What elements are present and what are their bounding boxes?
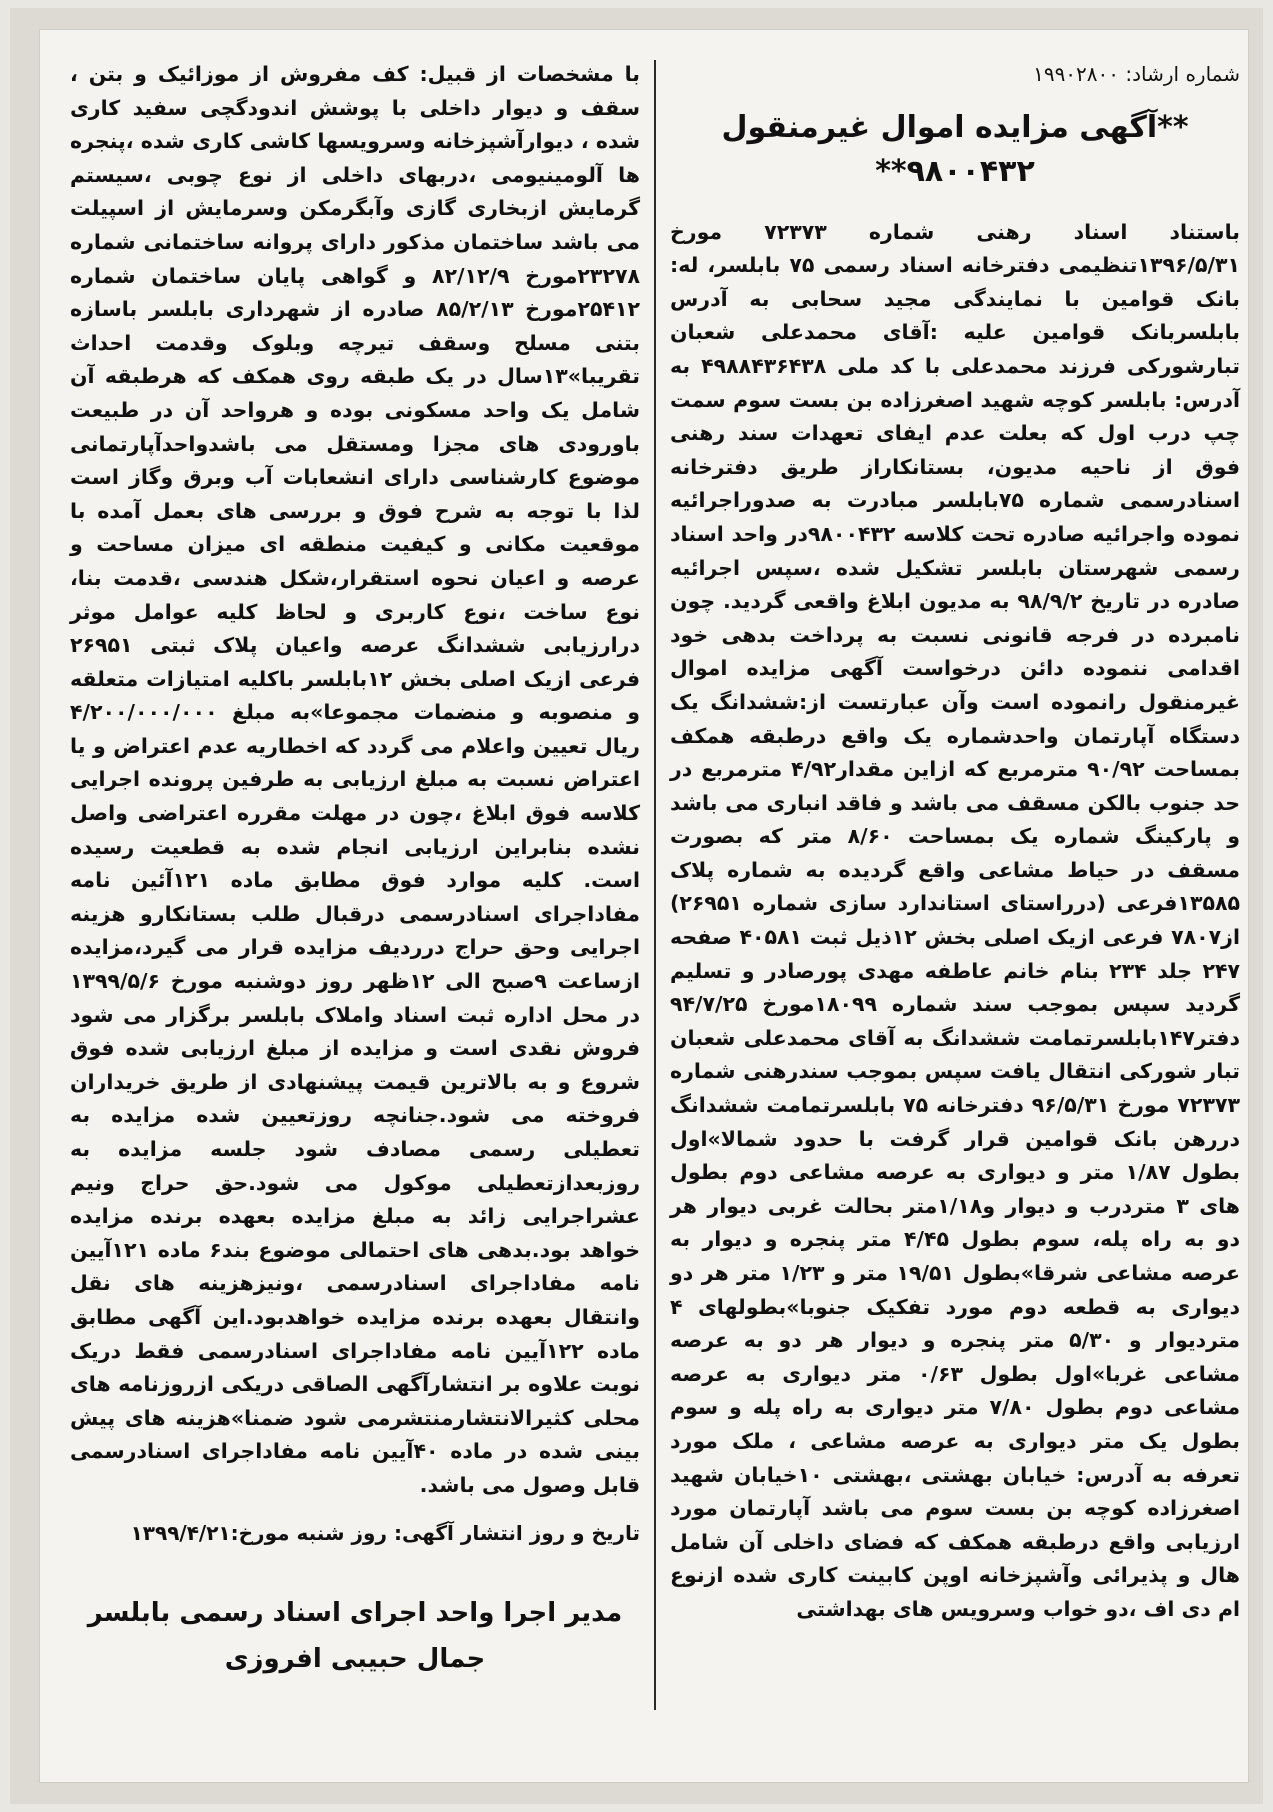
signature-name: جمال حبیبی افروزی <box>224 1644 486 1675</box>
scanned-sheet <box>10 8 1263 1804</box>
notice-title <box>670 106 1240 194</box>
newspaper-clipping <box>40 30 1248 1782</box>
case-code: ۹۸۰۰۴۳۲** <box>875 153 1035 189</box>
left-body-text: با مشخصات از قبیل: کف مفروش از موزائیک و بتن ، سقف و دیوار داخلی با پوشش اندودگچی سفید کاری شده ، دیوارآشپزخانه وسرویسها کاشی کاری شده ،پنجره ها آلومینیومی ،دربهای داخلی از نوع چوبی ،سیستم گرمایش ازبخاری گازی وآبگرمکن وسرمایش از اسپیلت می باشد ساختمان مذکور دارای پروانه ساختمانی شماره ۲۳۲۷۸مورخ ۸۲/۱۲/۹ و گواهی پایان ساختمان شماره ۲۵۴۱۲مورخ ۸۵/۲/۱۳ صادره از شهرداری بابلسر باسازه بتنی مسلح وسقف تیرچه وبلوک وقدمت احداث تقریبا»۱۳سال در یک طبقه روی همکف که هرطبقه آن شامل یک واحد مسکونی بوده و هرواحد آن در طبیعت باورودی های مجزا ومستقل می باشدواحدآپارتمانی موضوع کارشناسی دارای انشعابات آب وبرق وگاز است لذا با توجه به شرح فوق و بررسی های بعمل آمده با موقعیت مکانی و کیفیت منطقه ای میزان مساحت و عرصه و اعیان نحوه استقرار،شکل هندسی ،قدمت بنا، نوع ساخت ،نوع کاربری و لحاظ کلیه عوامل موثر درارزیابی ششدانگ عرصه واعیان پلاک ثبتی ۲۶۹۵۱ فرعی ازیک اصلی بخش ۱۲بابلسر باکلیه امتیازات متعلقه و منصوبه و منضمات مجموعا»به مبلغ ۴/۲۰۰/۰۰۰/۰۰۰ ریال تعیین واعلام می گردد که اخطاریه عدم اعتراض و یا اعتراض نسبت به مبلغ ارزیابی به طرفین پرونده اجرایی کلاسه فوق ابلاغ ،چون در مهلت مقرره اعتراضی واصل نشده بنابراین ارزیابی انجام شده به قطعیت رسیده است. کلیه موارد فوق مطابق ماده ۱۲۱آئین نامه مفاداجرای اسنادرسمی درقبال طلب بستانکارو هزینه اجرایی وحق حراج درردیف مزایده قرار می گیرد،مزایده ازساعت ۹صبح الی ۱۲ظهر روز دوشنبه مورخ ۱۳۹۹/۵/۶ در محل اداره ثبت اسناد واملاک بابلسر برگزار می شود فروش نقدی است و مزایده از مبلغ ارزیابی شده فوق شروع و به بالاترین قیمت پیشنهادی از طریق خریداران فروخته می شود.جنانچه روزتعیین شده مزایده به تعطیلی رسمی مصادف شود جلسه مزایده به روزبعدازتعطیلی موکول می شود.حق حراج ونیم عشراجرایی زائد به مبلغ مزایده بعهده برنده مزایده خواهد بود.بدهی های احتمالی موضوع بند۶ ماده ۱۲۱آیین نامه مفاداجرای اسنادرسمی ،ونیزهزینه های نقل وانتقال بعهده برنده مزایده خواهدبود.این آگهی مطابق ماده ۱۲۲آیین نامه مفاداجرای اسنادرسمی فقط دریک نوبت علاوه بر انتشارآگهی الصاقی دریکی ازروزنامه های محلی کثیرالانتشارمنتشرمی شود ضمنا»هزینه های پیش بینی شده در ماده ۴۰آیین نامه مفاداجرای اسنادرسمی قابل وصول می باشد. <box>70 62 640 1497</box>
publish-date: تاریخ و روز انتشار آگهی: روز شنبه مورخ:۱۳۹۹/۴/۲۱ <box>130 1520 640 1545</box>
signature-role: مدیر اجرا واحد اجرای اسناد رسمی بابلسر <box>87 1598 623 1629</box>
right-column <box>670 58 1240 1627</box>
notice-title-text: **آگهی مزایده اموال غیرمنقول <box>721 109 1189 145</box>
right-body-text: باستناد اسناد رهنی شماره ۷۲۳۷۳ مورخ ۱۳۹۶/۵/۳۱تنظیمی دفترخانه اسناد رسمی ۷۵ بابلسر، له: بانک قوامین با نمایندگی مجید سحابی به آدرس بابلسربانک قوامین علیه :آقای محمدعلی شعبان تبارشورکی فرزند محمدعلی با کد ملی ۴۹۸۸۴۳۶۴۳۸ به آدرس: بابلسر کوچه شهید اصغرزاده بن بست سوم سمت چپ درب اول که بعلت عدم ایفای تعهدات سند رهنی فوق از ناحیه مدیون، بستانکاراز طریق دفترخانه اسنادرسمی شماره ۷۵بابلسر مبادرت به صدوراجرائیه نموده واجرائیه صادره تحت کلاسه ۹۸۰۰۴۳۲در واحد اسناد رسمی شهرستان بابلسر تشکیل شده ،سپس اجرائیه صادره در تاریخ ۹۸/۹/۲ به مدیون ابلاغ واقعی گردید. چون نامبرده در فرجه قانونی نسبت به پرداخت بدهی خود اقدامی ننموده دائن درخواست آگهی مزایده اموال غیرمنقول رانموده است وآن عبارتست از:ششدانگ یک دستگاه آپارتمان واحدشماره یک واقع درطبقه همکف بمساحت ۹۰/۹۲ مترمربع که ازاین مقدار۴/۹۲ مترمربع در حد جنوب بالکن مسقف می باشد و فاقد انباری می باشد و پارکینگ شماره یک بمساحت ۸/۶۰ متر که بصورت مسقف در حیاط مشاعی واقع گردیده به شماره پلاک ۱۳۵۸۵فرعی (درراستای استاندارد سازی شماره ۲۶۹۵۱) از۷۸۰۷ فرعی ازیک اصلی بخش ۱۲ذیل ثبت ۴۰۵۸۱ صفحه ۲۴۷ جلد ۲۳۴ بنام خانم عاطفه مهدی پورصادر و تسلیم گردید سپس بموجب سند شماره ۱۸۰۹۹مورخ ۹۴/۷/۲۵ دفتر۱۴۷بابلسرتمامت ششدانگ به آقای محمدعلی شعبان تبار شورکی انتقال یافت سپس بموجب سندرهنی شماره ۷۲۳۷۳ مورخ ۹۶/۵/۳۱ دفترخانه ۷۵ بابلسرتمامت ششدانگ دررهن بانک قوامین قرار گرفت با حدود شمالا»اول بطول ۱/۸۷ متر و دیواری به عرصه مشاعی دوم بطول های ۳ متردرب و دیوار و۱/۱۸متر بحالت غربی دیوار هر دو به راه پله، سوم بطول ۴/۴۵ متر پنجره و دیوار به عرصه مشاعی شرقا»بطول ۱۹/۵۱ متر و ۱/۲۳ متر هر دو دیواری به قطعه دوم مورد تفکیک جنوبا»بطولهای ۴ متردیوار و ۵/۳۰ متر پنجره و دیوار هر دو به عرصه مشاعی غربا»اول بطول ۰/۶۳ متر دیواری به عرصه مشاعی دوم بطول ۷/۸۰ متر دیواری به راه پله و سوم بطول یک متر دیواری به عرصه مشاعی ، ملک مورد تعرفه به آدرس: خیابان بهشتی ،بهشتی ۱۰خیابان شهید اصغرزاده کوچه بن بست سوم می باشد آپارتمان مورد ارزیابی واقع درطبقه همکف که فضای داخلی آن شامل هال و پذیرائی وآشپزخانه اوپن کابینت کاری شده ازنوع ام دی اف ،دو خواب وسرویس های بهداشتی <box>670 219 1241 1621</box>
column-divider <box>654 60 656 1710</box>
left-column <box>70 58 640 1682</box>
registration-number: شماره ارشاد: ۱۹۹۰۲۸۰۰ <box>1033 62 1240 86</box>
signature-block <box>70 1590 640 1682</box>
